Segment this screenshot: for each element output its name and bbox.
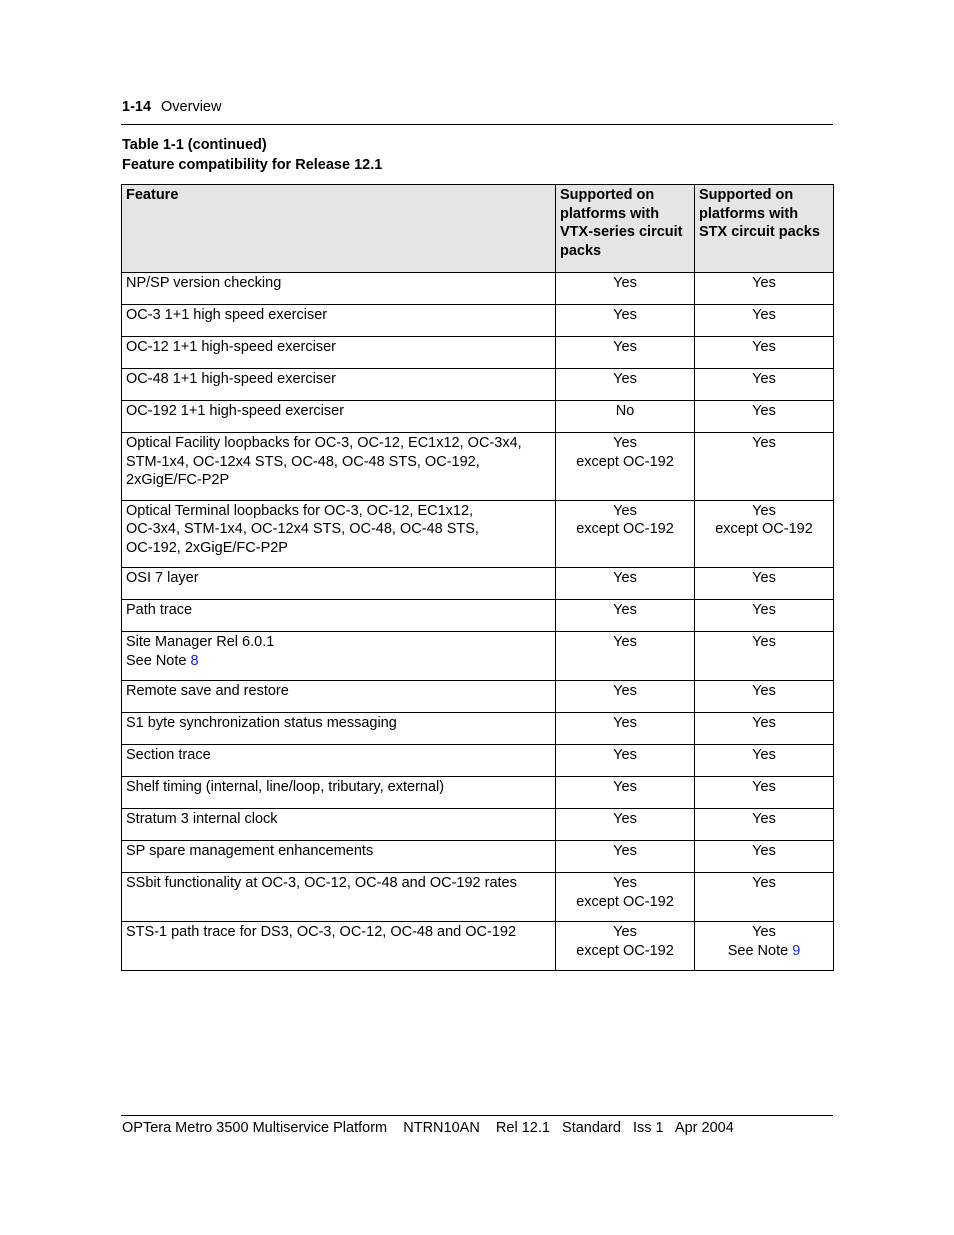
cell-text: Yes: [752, 307, 776, 323]
cell-vtx-support: [556, 401, 695, 433]
cell-stx-support: [695, 777, 834, 809]
cell-feature: [122, 681, 556, 713]
cell-vtx-support: [556, 500, 695, 568]
cell-stx-support: [695, 809, 834, 841]
table-row: [122, 922, 834, 971]
cell-line: [126, 874, 551, 893]
cell-line: [699, 306, 829, 325]
cell-text: Yes: [752, 275, 776, 291]
table-row: [122, 273, 834, 305]
cell-text: OC-12 1+1 high-speed exerciser: [126, 339, 336, 355]
cell-stx-support: [695, 305, 834, 337]
cell-stx-support: [695, 500, 834, 568]
cell-feature: [122, 568, 556, 600]
cell-line: [699, 942, 829, 961]
cell-text: Yes: [613, 779, 637, 795]
cell-feature: [122, 305, 556, 337]
cell-line: [560, 520, 690, 539]
cell-feature: [122, 337, 556, 369]
cell-stx-support: [695, 337, 834, 369]
cell-text: Yes: [752, 747, 776, 763]
cell-text: Stratum 3 internal clock: [126, 811, 278, 827]
cell-feature: [122, 273, 556, 305]
cell-text: Yes: [752, 811, 776, 827]
cell-feature: [122, 745, 556, 777]
cell-text: NP/SP version checking: [126, 275, 282, 291]
cell-stx-support: [695, 841, 834, 873]
cell-line: [699, 810, 829, 829]
cell-line: [560, 874, 690, 893]
cell-text: except OC-192: [576, 521, 674, 537]
cell-text: Yes: [752, 924, 776, 940]
header-feature: Feature: [122, 185, 556, 273]
cell-line: [126, 338, 551, 357]
cell-line: [126, 539, 551, 558]
cell-vtx-support: [556, 433, 695, 501]
table-row: [122, 809, 834, 841]
cell-text: OC-192, 2xGigE/FC-P2P: [126, 539, 288, 556]
cell-text: Yes: [613, 875, 637, 891]
cell-line: [126, 682, 551, 701]
cell-line: [699, 502, 829, 521]
cell-line: [126, 923, 551, 942]
cell-line: [126, 810, 551, 829]
cell-text: Path trace: [126, 602, 193, 618]
table-row: [122, 713, 834, 745]
cell-vtx-support: [556, 337, 695, 369]
cell-text: Yes: [613, 843, 637, 859]
cell-line: [560, 842, 690, 861]
cell-line: [699, 520, 829, 539]
cell-stx-support: [695, 401, 834, 433]
table-row: [122, 369, 834, 401]
cell-line: [126, 306, 551, 325]
cell-text: Yes: [752, 602, 776, 618]
cell-vtx-support: [556, 305, 695, 337]
cell-feature: [122, 841, 556, 873]
cell-line: [126, 842, 551, 861]
cell-text: Yes: [613, 747, 637, 763]
cell-text: S1 byte synchronization status messaging: [126, 715, 397, 731]
cell-text: Yes: [613, 339, 637, 355]
cell-feature: [122, 433, 556, 501]
footer-issue: Iss 1: [632, 1120, 664, 1136]
note-link[interactable]: 8: [190, 652, 199, 669]
footer-status: Standard: [562, 1120, 621, 1136]
cell-line: [699, 778, 829, 797]
cell-text: No: [615, 403, 635, 419]
cell-text: Yes: [752, 339, 776, 355]
section-title: Overview: [161, 99, 222, 115]
cell-line: [699, 338, 829, 357]
cell-line: [699, 842, 829, 861]
cell-text: except OC-192: [576, 453, 674, 470]
cell-line: [126, 370, 551, 389]
cell-text: Site Manager Rel 6.0.1: [126, 634, 275, 650]
cell-text: Yes: [752, 570, 776, 586]
cell-text: OSI 7 layer: [126, 570, 199, 586]
cell-line: [560, 370, 690, 389]
cell-text: except OC-192: [576, 942, 674, 959]
cell-text: STS-1 path trace for DS3, OC-3, OC-12, OC-48 and OC-192: [126, 924, 517, 940]
cell-text: See Note: [126, 652, 191, 669]
cell-text: Yes: [752, 779, 776, 795]
cell-line: [126, 714, 551, 733]
table-row: [122, 632, 834, 681]
cell-line: [560, 502, 690, 521]
cell-line: [699, 682, 829, 701]
cell-feature: [122, 809, 556, 841]
cell-stx-support: [695, 632, 834, 681]
cell-line: [699, 402, 829, 421]
cell-line: [560, 778, 690, 797]
cell-line: [126, 633, 551, 652]
cell-vtx-support: [556, 873, 695, 922]
table-row: [122, 500, 834, 568]
cell-vtx-support: [556, 809, 695, 841]
cell-line: [560, 746, 690, 765]
cell-text: Yes: [752, 634, 776, 650]
cell-text: Optical Terminal loopbacks for OC-3, OC-12, EC1x12,: [126, 502, 474, 519]
cell-vtx-support: [556, 600, 695, 632]
cell-line: [560, 434, 690, 453]
cell-line: [699, 569, 829, 588]
cell-text: Yes: [613, 683, 637, 699]
cell-line: [560, 338, 690, 357]
table-row: [122, 433, 834, 501]
header-stx: Supported on platforms with STX circuit packs: [695, 185, 834, 273]
cell-line: [126, 601, 551, 620]
cell-text: Yes: [613, 924, 637, 940]
cell-vtx-support: [556, 713, 695, 745]
cell-line: [560, 453, 690, 472]
table-row: [122, 873, 834, 922]
cell-line: [560, 714, 690, 733]
table-row: [122, 745, 834, 777]
cell-line: [126, 402, 551, 421]
cell-line: [699, 633, 829, 652]
cell-line: [699, 601, 829, 620]
cell-text: STM-1x4, OC-12x4 STS, OC-48, OC-48 STS, OC-192,: [126, 453, 480, 470]
cell-text: Yes: [752, 502, 776, 519]
cell-stx-support: [695, 873, 834, 922]
cell-stx-support: [695, 273, 834, 305]
cell-feature: [122, 401, 556, 433]
cell-text: OC-192 1+1 high-speed exerciser: [126, 403, 345, 419]
footer-release: Rel 12.1: [495, 1120, 550, 1136]
cell-text: 2xGigE/FC-P2P: [126, 472, 230, 488]
cell-line: [560, 274, 690, 293]
cell-line: [560, 893, 690, 912]
cell-vtx-support: [556, 745, 695, 777]
cell-text: Yes: [752, 843, 776, 859]
cell-line: [126, 453, 551, 472]
cell-feature: [122, 713, 556, 745]
cell-text: Yes: [613, 502, 637, 519]
cell-stx-support: [695, 600, 834, 632]
cell-text: Yes: [752, 403, 776, 419]
feature-compatibility-table: [121, 184, 834, 971]
cell-line: [699, 874, 829, 893]
cell-feature: [122, 632, 556, 681]
cell-line: [699, 923, 829, 942]
running-header: [122, 99, 221, 115]
footer-product: OPTera Metro 3500 Multiservice Platform: [122, 1120, 388, 1136]
table-row: [122, 337, 834, 369]
cell-text: Yes: [752, 683, 776, 699]
cell-text: OC-48 1+1 high-speed exerciser: [126, 371, 336, 387]
footer-rule: [121, 1115, 833, 1116]
cell-vtx-support: [556, 632, 695, 681]
cell-feature: [122, 369, 556, 401]
cell-text: Yes: [613, 371, 637, 387]
cell-line: [560, 810, 690, 829]
table-header-row: [122, 185, 834, 273]
cell-text: SP spare management enhancements: [126, 843, 374, 859]
footer-doc-number: NTRN10AN: [403, 1120, 480, 1136]
cell-text: Yes: [752, 371, 776, 387]
cell-text: Yes: [613, 307, 637, 323]
cell-line: [560, 569, 690, 588]
cell-stx-support: [695, 745, 834, 777]
cell-line: [699, 370, 829, 389]
table-row: [122, 777, 834, 809]
cell-vtx-support: [556, 841, 695, 873]
cell-line: [126, 434, 551, 453]
cell-vtx-support: [556, 777, 695, 809]
cell-stx-support: [695, 681, 834, 713]
cell-text: except OC-192: [576, 893, 674, 910]
cell-feature: [122, 873, 556, 922]
cell-line: [699, 746, 829, 765]
table-row: [122, 600, 834, 632]
cell-vtx-support: [556, 681, 695, 713]
footer-date: Apr 2004: [674, 1120, 734, 1136]
page-number: 1-14: [122, 99, 152, 115]
cell-stx-support: [695, 433, 834, 501]
cell-text: See Note: [727, 942, 793, 959]
table-caption-title: Feature compatibility for Release 12.1: [122, 156, 383, 173]
cell-line: [126, 471, 551, 490]
cell-line: [126, 652, 551, 671]
cell-stx-support: [695, 713, 834, 745]
note-link[interactable]: 9: [792, 942, 801, 959]
header-vtx: Supported on platforms with VTX-series circuit packs: [556, 185, 695, 273]
cell-line: [126, 746, 551, 765]
cell-text: OC-3 1+1 high speed exerciser: [126, 307, 328, 323]
cell-text: except OC-192: [715, 521, 813, 537]
table-row: [122, 568, 834, 600]
cell-line: [560, 633, 690, 652]
cell-text: Yes: [752, 875, 776, 891]
cell-vtx-support: [556, 273, 695, 305]
table-row: [122, 401, 834, 433]
cell-feature: [122, 500, 556, 568]
cell-line: [126, 274, 551, 293]
cell-text: OC-3x4, STM-1x4, OC-12x4 STS, OC-48, OC-48 STS,: [126, 521, 479, 537]
cell-line: [560, 942, 690, 961]
cell-text: Yes: [613, 570, 637, 586]
table-caption-number: Table 1-1 (continued): [122, 137, 267, 153]
cell-line: [126, 502, 551, 521]
cell-vtx-support: [556, 568, 695, 600]
cell-line: [699, 434, 829, 453]
cell-line: [560, 402, 690, 421]
cell-stx-support: [695, 369, 834, 401]
cell-vtx-support: [556, 369, 695, 401]
cell-text: Section trace: [126, 747, 211, 763]
header-rule: [121, 124, 833, 125]
cell-stx-support: [695, 568, 834, 600]
cell-line: [560, 601, 690, 620]
table-row: [122, 841, 834, 873]
cell-text: Optical Facility loopbacks for OC-3, OC-12, EC1x12, OC-3x4,: [126, 435, 522, 451]
cell-text: Yes: [752, 715, 776, 731]
cell-vtx-support: [556, 922, 695, 971]
cell-text: Remote save and restore: [126, 683, 289, 699]
cell-line: [560, 306, 690, 325]
cell-line: [560, 923, 690, 942]
table-row: [122, 305, 834, 337]
table-caption: [122, 136, 382, 175]
cell-text: Yes: [613, 275, 637, 291]
cell-line: [699, 274, 829, 293]
cell-text: Shelf timing (internal, line/loop, tributary, external): [126, 779, 445, 795]
cell-line: [126, 778, 551, 797]
cell-line: [699, 714, 829, 733]
cell-feature: [122, 777, 556, 809]
cell-line: [560, 682, 690, 701]
cell-line: [126, 520, 551, 539]
cell-text: Yes: [613, 435, 637, 451]
cell-text: Yes: [613, 602, 637, 618]
cell-feature: [122, 600, 556, 632]
cell-text: SSbit functionality at OC-3, OC-12, OC-48 and OC-192 rates: [126, 875, 517, 891]
running-footer: [122, 1120, 734, 1136]
cell-stx-support: [695, 922, 834, 971]
cell-text: Yes: [613, 634, 637, 650]
table-row: [122, 681, 834, 713]
cell-text: Yes: [613, 715, 637, 731]
cell-text: Yes: [752, 435, 776, 451]
cell-text: Yes: [613, 811, 637, 827]
cell-line: [126, 569, 551, 588]
cell-feature: [122, 922, 556, 971]
